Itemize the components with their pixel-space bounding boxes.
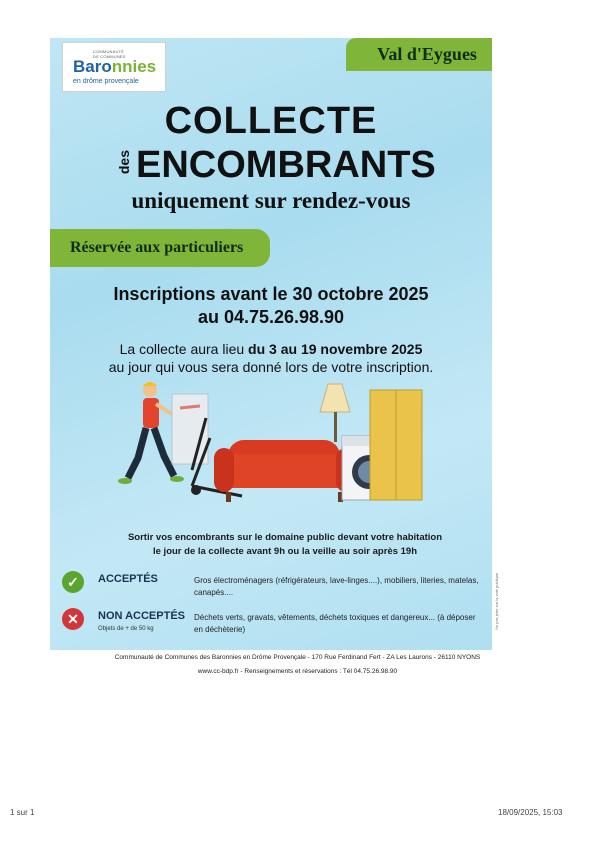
instructions-line2: le jour de la collecte avant 9h ou la veille au soir après 19h: [153, 546, 417, 557]
collection-dates: [50, 341, 492, 357]
collection-note: au jour qui vous sera donné lors de votre inscription.: [108, 359, 434, 375]
logo-small-line2: DE COMMUNES: [93, 54, 126, 59]
collection-dates-bold: du 3 au 19 novembre 2025: [248, 341, 423, 357]
region-banner: Val d'Eygues: [346, 38, 492, 71]
title-des: des: [116, 150, 132, 175]
title-collecte: COLLECTE: [164, 100, 378, 142]
inscription-deadline: Inscriptions avant le 30 octobre 2025: [113, 284, 429, 304]
page-number: 1 sur 1: [10, 808, 35, 817]
inscription-phone: au 04.75.26.98.90: [197, 307, 345, 327]
subtitle-rdv: uniquement sur rendez-vous: [131, 188, 411, 213]
not-accepted-text: Déchets verts, gravats, vêtements, déchets toxiques et dangereux... (à déposer en déchèterie): [194, 613, 476, 634]
logo: [62, 42, 166, 92]
check-icon: ✓: [62, 571, 84, 593]
cross-icon: ✕: [62, 608, 84, 630]
accepted-label: ACCEPTÉS: [98, 573, 158, 585]
logo-subtext: en drôme provençale: [73, 78, 139, 85]
sofa-icon: [214, 440, 356, 502]
illustration: [110, 378, 430, 528]
instructions-line1: Sortir vos encombrants sur le domaine public devant votre habitation: [127, 532, 443, 543]
footer-address: Communauté de Communes des Baronnies en Drôme Provençale - 170 Rue Ferdinand Fert - ZA Les Laurons - 26110 NYONS: [114, 654, 481, 661]
title-encombrants: ENCOMBRANTS: [136, 144, 436, 186]
accepted-text: Gros électroménagers (réfrigérateurs, lave-linges....), mobiliers, literies, matelas, canapés....: [194, 576, 479, 597]
logo-main-b: nnies: [111, 57, 157, 76]
print-timestamp: 18/09/2025, 15:03: [498, 808, 563, 817]
not-accepted-sublabel: Objets de + de 50 kg: [98, 626, 154, 632]
poster: [50, 38, 492, 650]
not-accepted-label: NON ACCEPTÉS: [98, 610, 185, 622]
logo-small-line1: COMMUNAUTÉ: [93, 49, 125, 54]
logo-main-text: [73, 57, 156, 77]
lamp-icon: [320, 384, 350, 442]
reserved-banner: Réservée aux particuliers: [50, 229, 270, 267]
side-credit: Ne pas jeter sur la voie publique: [494, 572, 499, 630]
collection-dates-prefix: La collecte aura lieu: [119, 341, 249, 357]
logo-main-a: Baro: [73, 57, 112, 76]
wardrobe-icon: [370, 390, 422, 500]
footer-contact: www.cc-bdp.fr - Renseignements et réservations : Tél 04.75.26.98.90: [197, 668, 398, 675]
